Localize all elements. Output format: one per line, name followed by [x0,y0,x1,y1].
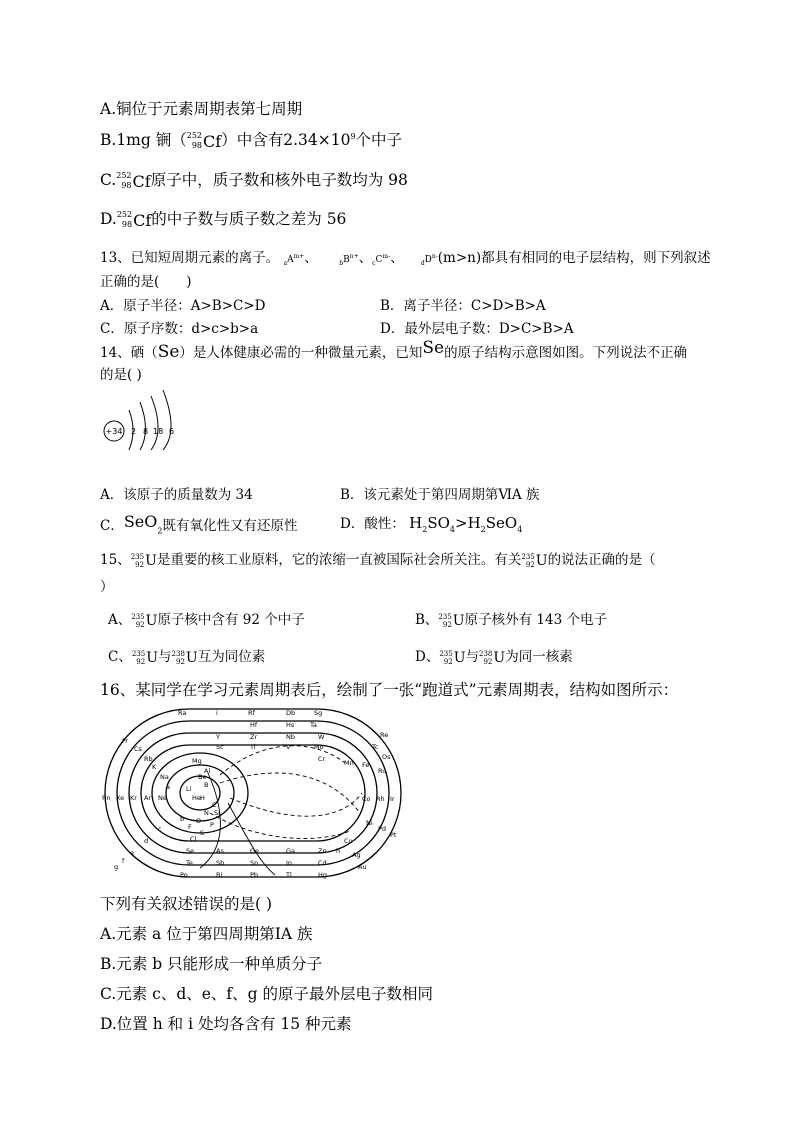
svg-text:Hf: Hf [250,721,258,729]
svg-text:He: He [192,794,201,802]
se-symbol: Se [157,342,180,362]
svg-text:Tl: Tl [286,871,292,879]
svg-text:Mn: Mn [344,759,354,767]
cf-atomic-number: 98 [121,181,132,190]
svg-text:Po: Po [180,871,188,879]
svg-text:K: K [152,763,157,771]
q12-option-c-text: 原子中，质子数和核外电子数均为 98 [150,171,408,189]
q12-option-b-prefix: B.1mg 锎（ [100,131,187,149]
electron-shell-4 [163,390,171,450]
shell-count-3: 18 [153,427,164,436]
nucleus-charge: +34 [105,427,123,436]
q14-option-c-label: C． [100,518,124,534]
q14-option-c [100,512,297,536]
seo2-formula: SeO [123,512,158,531]
svg-text:Fe: Fe [362,761,370,769]
shell-count-1: 2 [131,427,137,436]
svg-text:Fr: Fr [122,737,128,745]
q15-stem: 15、 235 92 U 是重要的核工业原料，它的浓缩一直被国际社会所关注。有关 235 92 U 的说法正确的是（ [100,552,656,569]
q13-stem: 13、已知短周期元素的离子。 $_aA^{m+}$、 $_bB^{n+}$、$_cC^{m-}$、 $_dD^{n-}(m>n)$都具有相同的电子层结构，则下列叙述 [100,250,711,267]
q14-stem-part1: 14、硒（ [100,345,158,361]
q12-option-d-text: 的中子数与质子数之差为 56 [151,210,347,228]
q14-stem-part3: 的原子结构示意图如图。下列说法不正确 [444,345,688,361]
svg-text:Hg: Hg [318,871,328,879]
svg-text:Y: Y [216,733,220,741]
cf-mass: 252 [186,131,203,140]
q15-stem-part2: 的说法正确的是（ [547,552,656,568]
q13-stem-line2: 正确的是( ) [100,274,192,290]
svg-text:In: In [286,859,293,867]
svg-text:Ag: Ag [352,851,361,859]
cf-atomic-number: 98 [121,220,133,229]
q15-option-d: D、 235 92 U 与 238 92 U 为同一核素 [415,649,573,666]
svg-text:Sg: Sg [314,709,323,717]
cf-atomic-number: 98 [191,141,203,150]
u238-nuclide: 238 92 U [479,649,506,666]
q13-option-d: D．最外层电子数：D>C>B>A [380,321,574,337]
svg-text:c: c [158,825,162,833]
svg-text:Re: Re [380,731,389,739]
svg-text:Zr: Zr [250,733,258,741]
q16-option-d: D.位置 h 和 i 处均各含有 15 种元素 [100,1015,352,1033]
cf-symbol: Cf [203,131,222,151]
q15-option-c: C、 235 92 U 与 238 92 U 互为同位素 [108,649,266,666]
svg-text:Sn: Sn [250,859,259,867]
svg-text:Os: Os [382,753,391,761]
svg-text:d: d [144,837,149,845]
q14-option-d-label: D．酸性： [340,516,405,532]
svg-text:V: V [286,743,291,751]
svg-text:Be: Be [198,773,207,781]
q13-stem-start: 13、已知短周期元素的离子。 [100,250,280,266]
svg-text:Se: Se [186,847,195,855]
svg-text:Ge: Ge [250,847,260,855]
ion-b: $_bB^{n+}$ [339,253,359,267]
svg-text:b: b [180,815,185,823]
svg-text:e: e [130,849,134,857]
q13-option-a: A．原子半径：A>B>C>D [100,298,266,314]
connector-3 [220,746,345,775]
svg-text:Sb: Sb [216,859,225,867]
svg-text:Ir: Ir [390,795,395,803]
q13-option-b: B．离子半径：C>D>B>A [380,298,546,314]
connector-2 [230,793,362,816]
svg-text:Na: Na [160,773,169,781]
cf-mass: 252 [116,210,133,219]
svg-text:Pt: Pt [390,831,397,839]
svg-text:Ne: Ne [158,794,167,802]
svg-text:Cd: Cd [318,859,327,867]
racetrack-periodic-table-diagram [100,703,410,883]
svg-text:a: a [166,783,170,791]
svg-text:Ta: Ta [310,721,317,729]
u235-nuclide: 235 92 U [131,649,159,666]
q12-option-c-prefix: C. [100,171,117,189]
q14-option-a: A．该原子的质量数为 34 [100,487,253,503]
svg-text:Ar: Ar [144,794,152,802]
u235-nuclide: 235 92 U [130,552,157,569]
svg-text:Pb: Pb [250,871,259,879]
svg-text:Co: Co [362,795,371,803]
q15-stem-part1: 是重要的核工业原料，它的浓缩一直被国际社会所关注。有关 [156,552,522,568]
q12-option-b-exponent: 9 [350,131,356,141]
svg-text:P: P [210,821,214,829]
svg-text:H: H [200,794,205,802]
svg-text:Rh: Rh [376,795,385,803]
svg-text:Sc: Sc [216,743,224,751]
svg-text:Ti: Ti [250,743,256,751]
svg-text:S: S [200,829,205,837]
u235-nuclide: 235 92 U [438,612,465,629]
q14-option-d [340,512,522,534]
cf-nuclide [187,131,221,151]
connector-1 [220,773,360,813]
cf-nuclide [117,210,151,230]
cf-mass: 252 [116,171,132,180]
svg-text:C: C [212,801,217,809]
svg-text:Al: Al [204,767,211,775]
svg-text:f: f [122,857,125,865]
svg-text:F: F [188,823,192,831]
svg-text:Hs: Hs [286,721,295,729]
svg-text:Zn: Zn [318,847,327,855]
q15-stem-line2: ） [100,579,114,595]
q14-stem-part2: ）是人体健康必需的一种微量元素，已知 [179,345,423,361]
svg-text:Nb: Nb [286,733,295,741]
svg-text:Si: Si [214,809,220,817]
u235-nuclide: 235 92 U [131,612,158,629]
svg-text:N: N [204,809,209,817]
svg-text:g: g [114,863,119,871]
svg-text:Cu: Cu [344,837,353,845]
q16-option-a: A.元素 a 位于第四周期第ⅠA 族 [100,925,313,943]
svg-text:Cr: Cr [318,755,326,763]
svg-text:O: O [196,817,202,825]
q14-option-b: B．该元素处于第四周期第ⅥA 族 [340,487,540,503]
svg-text:Cl: Cl [190,835,197,843]
q14-stem-line2: 的是( ) [100,367,142,383]
u235-nuclide: 235 92 U [521,552,548,569]
svg-text:B: B [204,781,209,789]
svg-text:Au: Au [358,863,367,871]
q14-option-c-text: 既有氧化性又有还原性 [162,518,298,534]
svg-text:Ra: Ra [178,709,187,717]
q14-stem [100,338,687,362]
ion-d: $_dD^{n-}$ [420,253,438,267]
q16-option-c: C.元素 c、d、e、f、g 的原子最外层电子数相同 [100,985,434,1003]
svg-text:W: W [318,733,325,741]
svg-text:Te: Te [186,859,193,867]
connector-4 [210,813,350,838]
q15-option-a: A、 235 92 U 原子核中含有 92 个中子 [108,612,305,629]
svg-text:Rf: Rf [248,709,255,717]
q16-question: 下列有关叙述错误的是( ) [100,895,273,913]
svg-text:Rb: Rb [144,755,153,763]
q13-stem-middle: (m>n)都具有相同的电子层结构，则下列叙述 [437,250,711,266]
q12-option-d-prefix: D. [100,210,117,228]
cf-nuclide [116,171,150,191]
seo2-subscript: 2 [157,526,163,536]
svg-text:Db: Db [286,709,296,717]
svg-text:Ga: Ga [286,847,296,855]
svg-text:Li: Li [186,785,192,793]
svg-text:Rn: Rn [102,794,111,802]
q12-option-b-tail: 个中子 [355,131,403,149]
svg-text:Ru: Ru [378,767,387,775]
q16-stem: 16、某同学在学习元素周期表后，绘制了一张“跑道式”元素周期表，结构如图所示： [100,681,679,699]
q16-option-b: B.元素 b 只能形成一种单质分子 [100,955,323,973]
svg-text:Mo: Mo [314,743,324,751]
svg-text:Ni: Ni [366,819,373,827]
q12-option-b-mid: ）中含有 [221,131,284,149]
ion-a: $_aA^{m+}$ [283,253,305,267]
se-symbol: Se [422,338,445,358]
q12-option-a: A.铜位于元素周期表第七周期 [100,100,303,118]
q13-option-c: C．原子序数：d>c>b>a [100,321,259,337]
svg-text:Bi: Bi [216,871,223,879]
svg-text:i: i [216,709,218,717]
q12-option-b-number: 2.34×10 [283,131,351,149]
svg-text:h: h [336,847,341,855]
svg-text:Cs: Cs [134,745,142,753]
svg-text:Xe: Xe [116,794,125,802]
shell-count-4: 6 [169,427,175,436]
q12-option-c [100,168,408,191]
q12-option-b [100,128,402,151]
svg-text:Pd: Pd [378,825,387,833]
cf-symbol: Cf [132,171,151,191]
q12-option-d [100,207,346,230]
svg-text:As: As [216,847,224,855]
svg-text:Mg: Mg [192,757,202,765]
q15-option-b: B、 235 92 U 原子核外有 143 个电子 [415,612,607,629]
u238-nuclide: 238 92 U [171,649,198,666]
svg-text:Tc: Tc [372,743,379,751]
se-atomic-structure-diagram [95,388,195,450]
electron-shell-3 [151,396,158,450]
electron-shell-2 [140,402,149,450]
acid-comparison-formula: $H_2SO_4>H_2SeO_4$ [409,514,523,534]
ion-c: $_cC^{m-}$ [372,253,391,267]
cf-symbol: Cf [133,210,152,230]
shell-count-2: 8 [143,427,149,436]
u235-nuclide: 235 92 U [439,649,466,666]
svg-text:Kr: Kr [130,794,137,802]
